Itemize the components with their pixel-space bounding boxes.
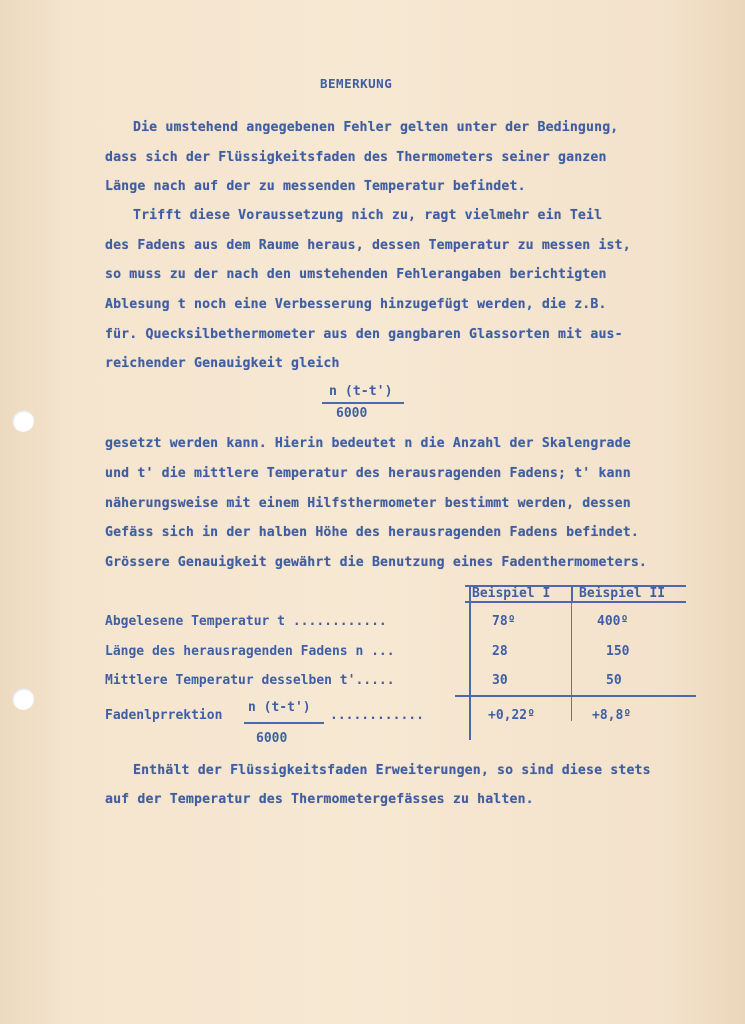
formula-denominator: 6000 [336, 406, 368, 421]
table-row-label: Abgelesene Temperatur t ............ [105, 614, 387, 629]
paragraph-1-line: Die umstehend angegebenen Fehler gelten unter der Bedingung, [133, 120, 619, 135]
correction-value-2: +8,8º [592, 708, 632, 723]
paragraph-2-line: für. Quecksilbethermometer aus den gangbaren Glassorten mit aus- [105, 327, 623, 342]
formula-fraction-bar [322, 402, 404, 404]
table-header-beispiel-1: Beispiel I [472, 586, 551, 601]
paragraph-1-line: dass sich der Flüssigkeitsfaden des Thermometers seiner ganzen [105, 150, 607, 165]
paragraph-3-line: und t' die mittlere Temperatur des herausragenden Fadens; t' kann [105, 466, 631, 481]
table-cell-value: 78º [492, 614, 516, 629]
punch-hole-top [12, 410, 34, 432]
paragraph-3-line: Gefäss sich in der halben Höhe des herausragenden Fadens befindet. [105, 525, 639, 540]
table-header-rule [465, 601, 686, 603]
paragraph-2-line: reichender Genauigkeit gleich [105, 356, 340, 371]
table-sum-rule [455, 695, 696, 697]
table-header-beispiel-2: Beispiel II [579, 586, 666, 601]
table-left-border [469, 585, 471, 740]
correction-denominator: 6000 [256, 731, 288, 746]
paragraph-2-line: so muss zu der nach den umstehenden Fehlerangaben berichtigten [105, 267, 607, 282]
pencil-mark-line [571, 603, 572, 721]
paragraph-4-line: auf der Temperatur des Thermometergefässes zu halten. [105, 792, 534, 807]
table-row-label: Mittlere Temperatur desselben t'..... [105, 673, 395, 688]
table-cell-value: 50 [606, 673, 622, 688]
table-column-divider [571, 585, 573, 603]
correction-value-1: +0,22º [488, 708, 535, 723]
correction-fraction-bar [244, 722, 324, 724]
punch-hole-bottom [12, 688, 34, 710]
paragraph-1-line: Länge nach auf der zu messenden Temperatur befindet. [105, 179, 526, 194]
table-cell-value: 150 [606, 644, 630, 659]
correction-numerator: n (t-t') [248, 700, 311, 715]
table-cell-value: 28 [492, 644, 508, 659]
paragraph-3-line: näherungsweise mit einem Hilfsthermometer bestimmt werden, dessen [105, 496, 631, 511]
paragraph-2-line: des Fadens aus dem Raume heraus, dessen Temperatur zu messen ist, [105, 238, 631, 253]
paragraph-2-line: Trifft diese Voraussetzung nich zu, ragt vielmehr ein Teil [133, 208, 603, 223]
paragraph-3-line: gesetzt werden kann. Hierin bedeutet n die Anzahl der Skalengrade [105, 436, 631, 451]
formula-numerator: n (t-t') [329, 384, 393, 399]
paragraph-3-line: Grössere Genauigkeit gewährt die Benutzung eines Fadenthermometers. [105, 555, 647, 570]
correction-dots: ............ [330, 708, 424, 723]
paragraph-4-line: Enthält der Flüssigkeitsfaden Erweiterungen, so sind diese stets [133, 763, 651, 778]
table-row-label: Länge des herausragenden Fadens n ... [105, 644, 395, 659]
table-cell-value: 30 [492, 673, 508, 688]
correction-label: Fadenlprrektion [105, 708, 223, 723]
paragraph-2-line: Ablesung t noch eine Verbesserung hinzugefügt werden, die z.B. [105, 297, 607, 312]
table-cell-value: 400º [597, 614, 629, 629]
document-title: BEMERKUNG [320, 76, 393, 91]
